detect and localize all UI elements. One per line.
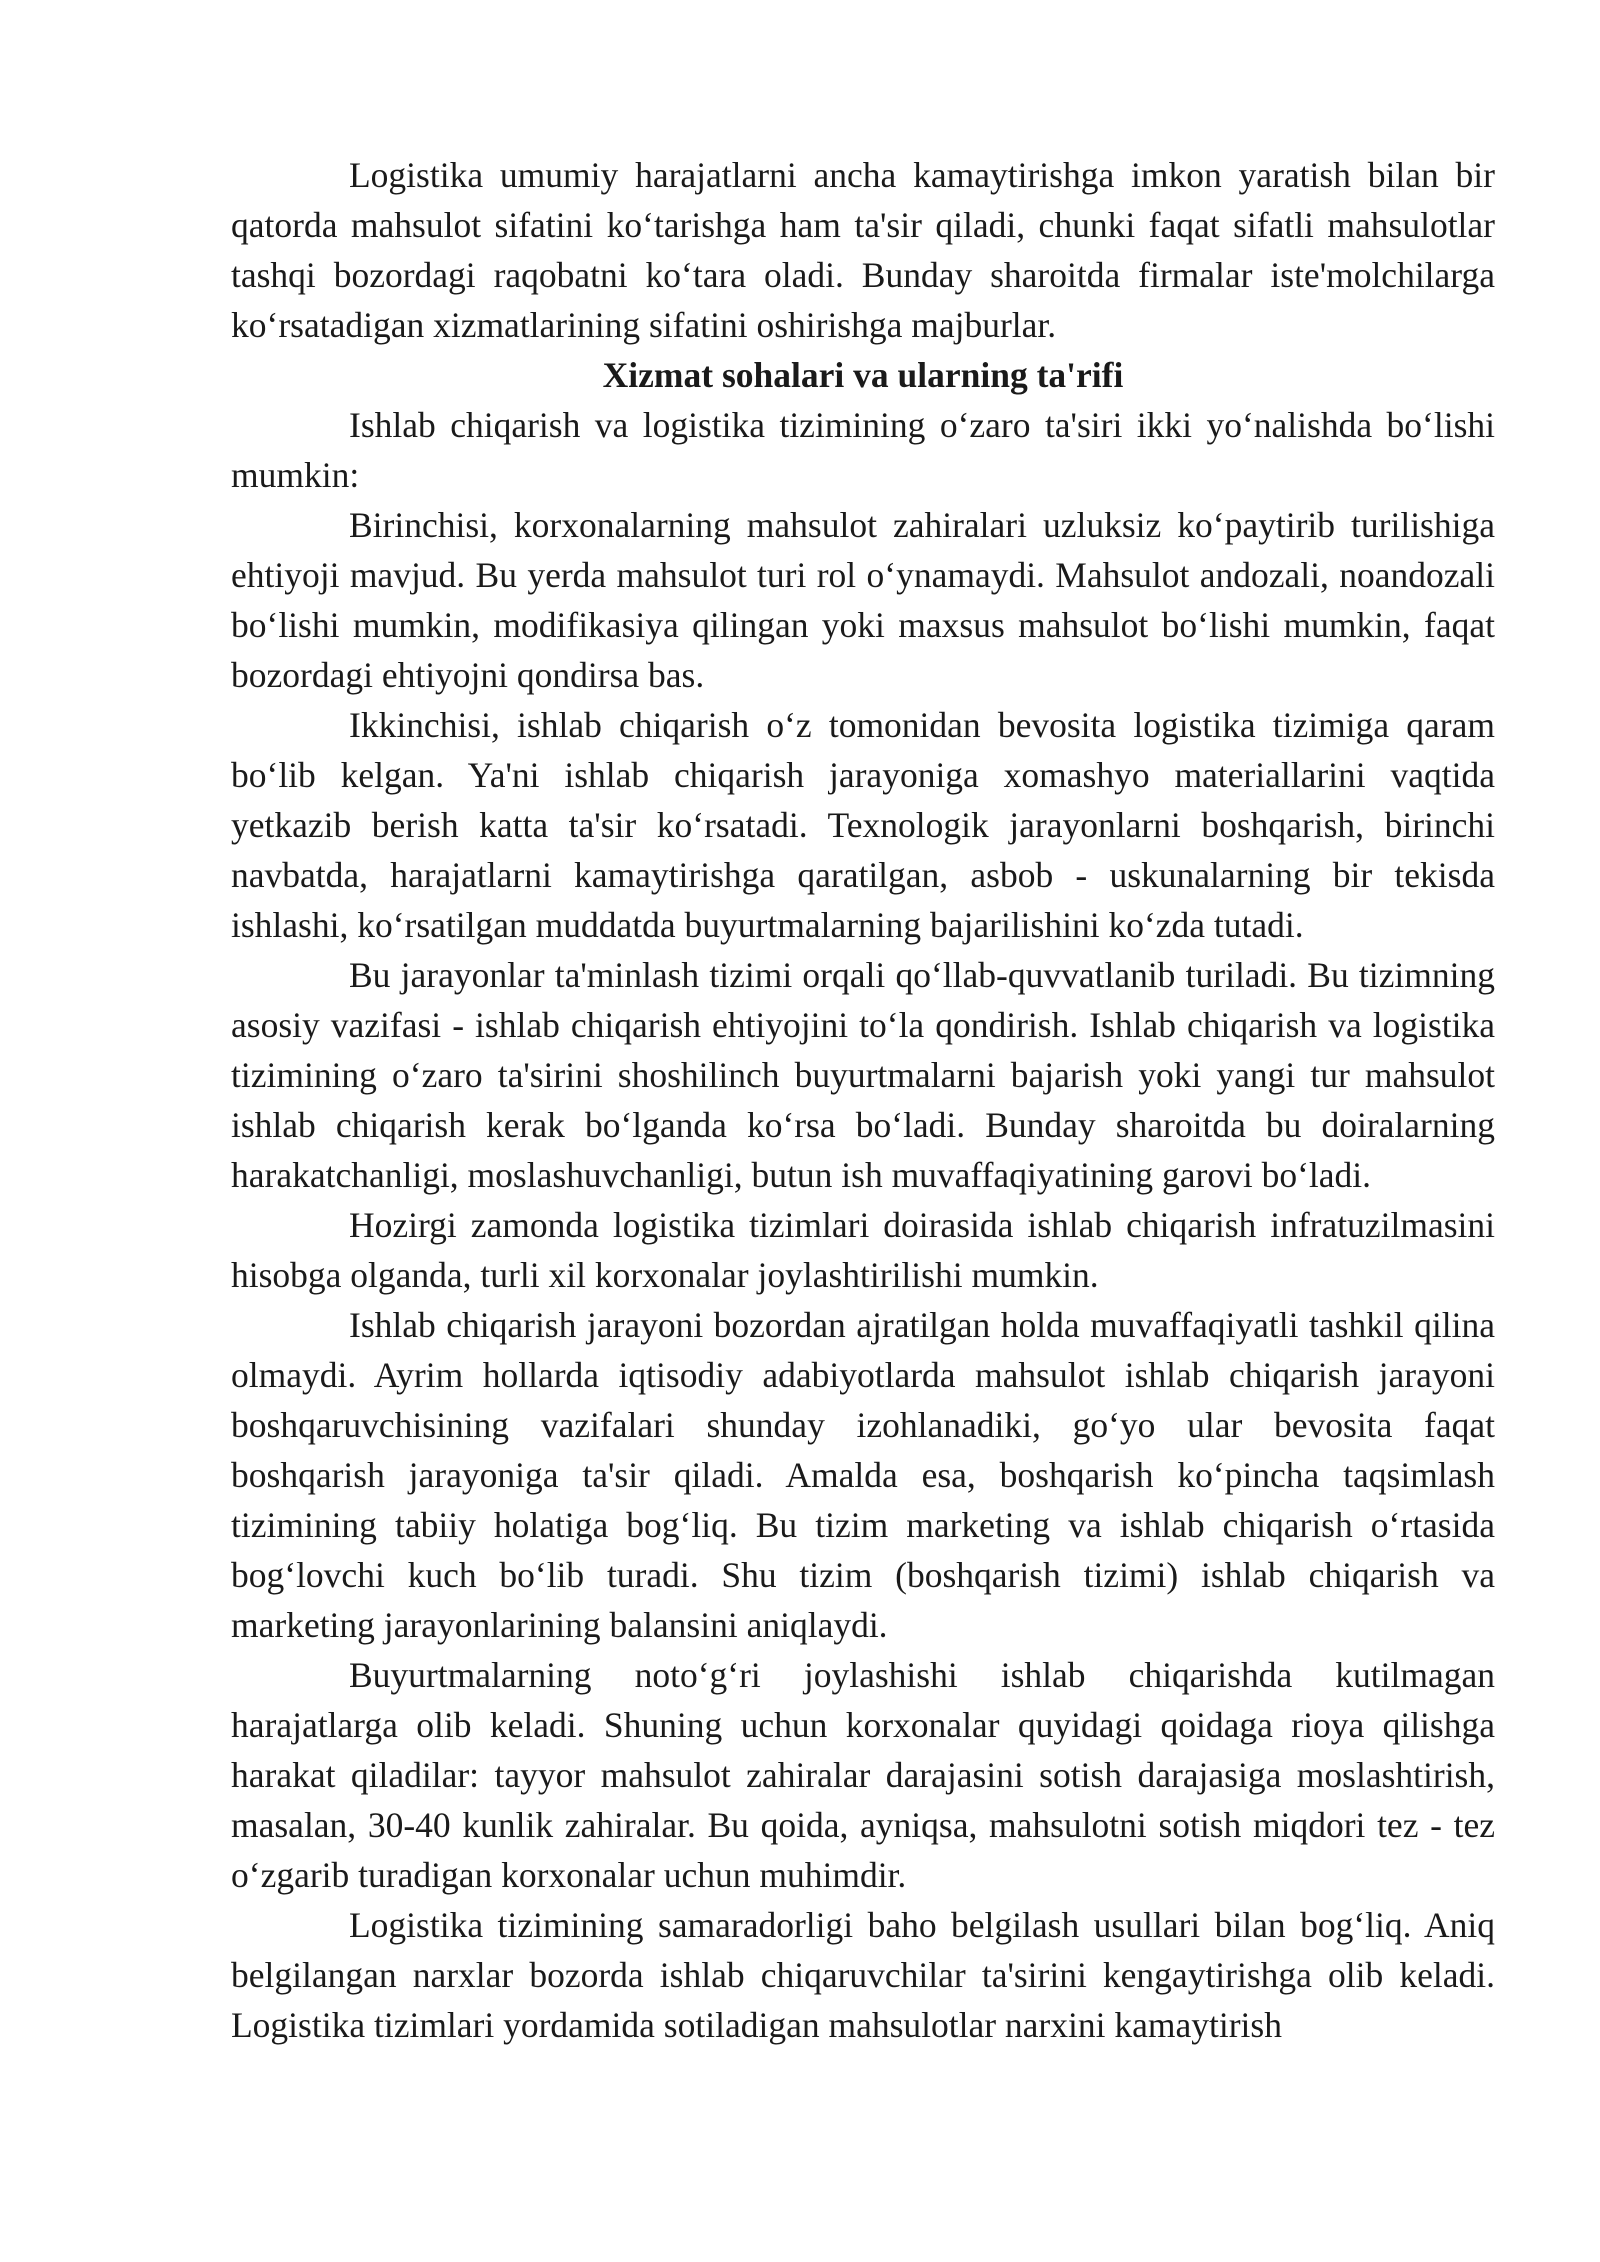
- paragraph-infrastructure: Hozirgi zamonda logistika tizimlari doirasida ishlab chiqarish infratuzilmasini hisobga olganda, turli xil korxonalar joylashtirilishi mumkin.: [231, 1205, 1495, 1295]
- section-heading: Xizmat sohalari va ularning ta'rifi: [602, 355, 1124, 395]
- paragraph-second: Ikkinchisi, ishlab chiqarish o‘z tomonidan bevosita logistika tizimiga qaram bo‘lib kelgan. Ya'ni ishlab chiqarish jarayoniga xomashyo materiallarini vaqtida yetkazib berish katta ta'sir ko‘rsatadi. Texnologik jarayonlarni boshqarish, birinchi navbatda, harajatlarni kamaytirishga qaratilgan, asbob - uskunalarning bir tekisda ishlashi, ko‘rsatilgan muddatda buyurtmalarning bajarilishini ko‘zda tutadi.: [231, 705, 1495, 945]
- paragraph-support-system: Bu jarayonlar ta'minlash tizimi orqali qo‘llab-quvvatlanib turiladi. Bu tizimning asosiy vazifasi - ishlab chiqarish ehtiyojini to‘la qondirish. Ishlab chiqarish va logistika tizimining o‘zaro ta'sirini shoshilinch buyurtmalarni bajarish yoki yangi tur mahsulot ishlab chiqarish kerak bo‘lganda ko‘rsa bo‘ladi. Bunday sharoitda bu doiralarning harakatchanligi, moslashuvchanligi, butun ish muvaffaqiyatining garovi bo‘ladi.: [231, 955, 1495, 1195]
- paragraph-interaction: Ishlab chiqarish va logistika tizimining o‘zaro ta'siri ikki yo‘nalishda bo‘lishi mumkin:: [231, 405, 1495, 495]
- document-page: [231, 150, 1495, 2050]
- paragraph-orders: Buyurtmalarning noto‘g‘ri joylashishi ishlab chiqarishda kutilmagan harajatlarga olib keladi. Shuning uchun korxonalar quyidagi qoidaga rioya qilishga harakat qiladilar: tayyor mahsulot zahiralar darajasini sotish darajasiga moslashtirish, masalan, 30-40 kunlik zahiralar. Bu qoida, ayniqsa, mahsulotni sotish miqdori tez - tez o‘zgarib turadigan korxonalar uchun muhimdir.: [231, 1655, 1495, 1895]
- paragraph-intro: Logistika umumiy harajatlarni ancha kamaytirishga imkon yaratish bilan bir qatorda mahsulot sifatini ko‘tarishga ham ta'sir qiladi, chunki faqat sifatli mahsulotlar tashqi bozordagi raqobatni ko‘tara oladi. Bunday sharoitda firmalar iste'molchilarga ko‘rsatadigan xizmatlarining sifatini oshirishga majburlar.: [231, 155, 1495, 345]
- paragraph-market: Ishlab chiqarish jarayoni bozordan ajratilgan holda muvaffaqiyatli tashkil qilina olmaydi. Ayrim hollarda iqtisodiy adabiyotlarda mahsulot ishlab chiqarish jarayoni boshqaruvchisining vazifalari shunday izohlanadiki, go‘yo ular bevosita faqat boshqarish jarayoniga ta'sir qiladi. Amalda esa, boshqarish ko‘pincha taqsimlash tizimining tabiiy holatiga bog‘liq. Bu tizim marketing va ishlab chiqarish o‘rtasida bog‘lovchi kuch bo‘lib turadi. Shu tizim (boshqarish tizimi) ishlab chiqarish va marketing jarayonlarining balansini aniqlaydi.: [231, 1305, 1495, 1645]
- paragraph-first: Birinchisi, korxonalarning mahsulot zahiralari uzluksiz ko‘paytirib turilishiga ehtiyoji mavjud. Bu yerda mahsulot turi rol o‘ynamaydi. Mahsulot andozali, noandozali bo‘lishi mumkin, modifikasiya qilingan yoki maxsus mahsulot bo‘lishi mumkin, faqat bozordagi ehtiyojni qondirsa bas.: [231, 505, 1495, 695]
- paragraph-pricing: Logistika tizimining samaradorligi baho belgilash usullari bilan bog‘liq. Aniq belgilangan narxlar bozorda ishlab chiqaruvchilar ta'sirini kengaytirishga olib keladi. Logistika tizimlari yordamida sotiladigan mahsulotlar narxini kamaytirish: [231, 1905, 1495, 2045]
